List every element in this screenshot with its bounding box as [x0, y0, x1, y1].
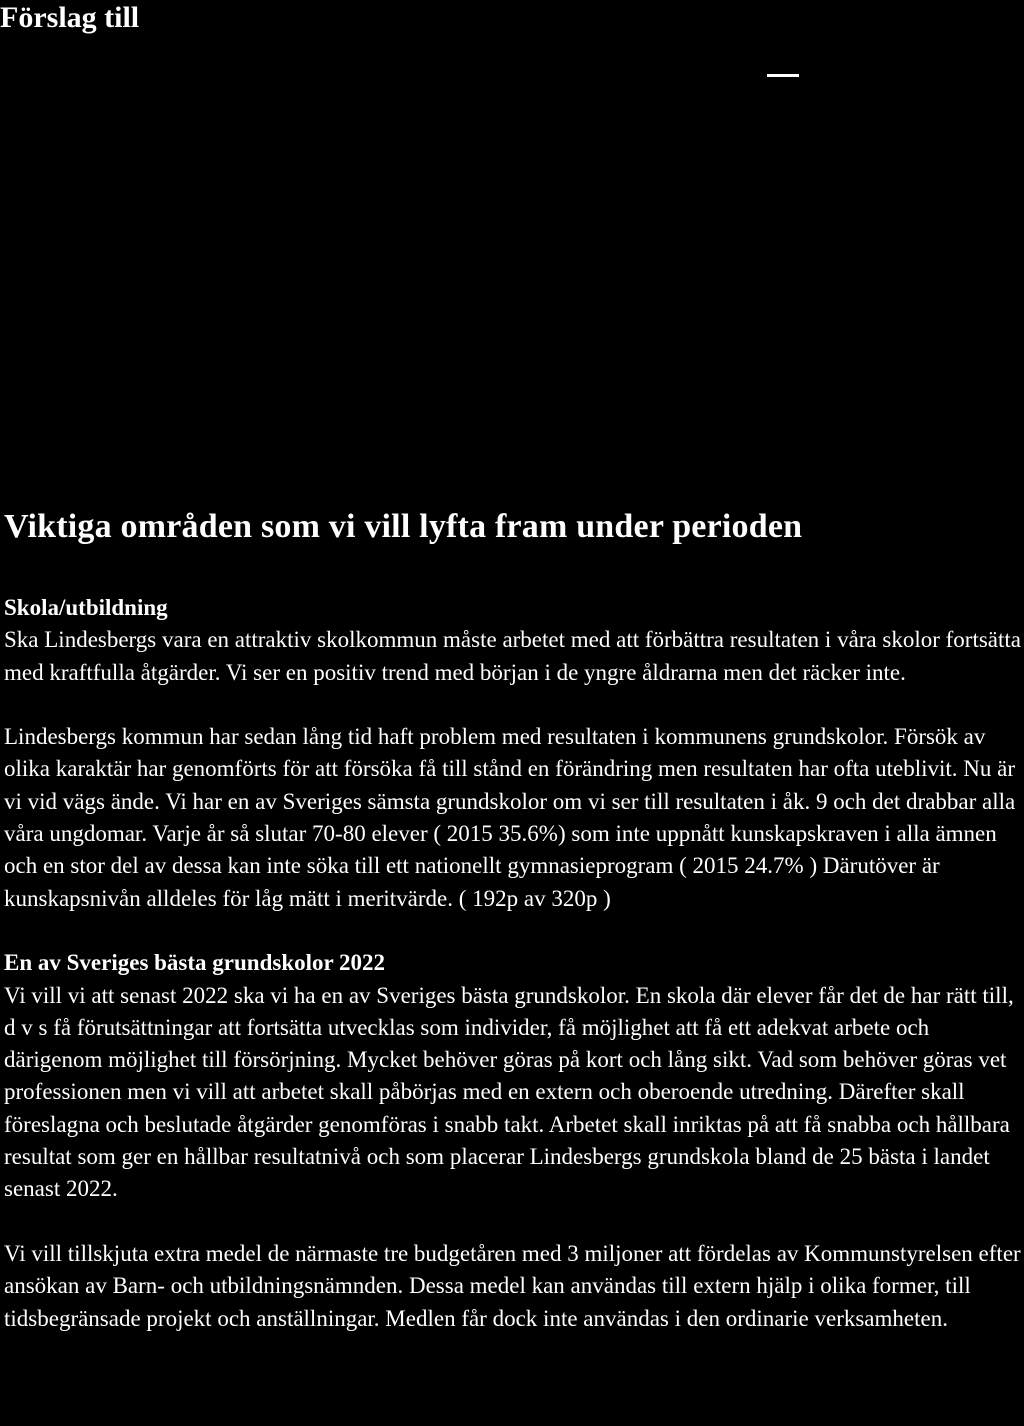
subheading-basta-grundskolor: En av Sveriges bästa grundskolor 2022: [4, 950, 386, 976]
section-title: Viktiga områden som vi vill lyfta fram under perioden: [4, 508, 803, 545]
paragraph-gap: [4, 1206, 1024, 1238]
header-title: Förslag till: [0, 1, 140, 34]
dash-mark: [767, 74, 799, 77]
paragraph-gap: [4, 915, 1024, 947]
paragraph-basta-grundskolor: Vi vill vi att senast 2022 ska vi ha en av Sveriges bästa grundskolor. En skola där elever får det de har rätt till, d v s få förutsättningar att fortsätta utvecklas som individer, få möjlighet att få ett adekvat arbete och därigenom möjlighet till försörjning. Mycket behöver göras på kort och lång sikt. Vad som behöver göras vet professionen men vi vill att arbetet skall påbörjas med en extern och oberoende utredning. Därefter skall föreslagna och beslutade åtgärder genomföras i snabb takt. Arbetet skall inriktas på att få snabba och hållbara resultat som ger en hållbar resultatnivå och som placerar Lindesbergs grundskola bland de 25 bästa i landet senast 2022.: [4, 982, 1014, 1202]
paragraph-skola-resultat: Lindesbergs kommun har sedan lång tid haft problem med resultaten i kommunens grundskolor. Försök av olika karaktär har genomförts för att försöka få till stånd en förändring men resultaten har ofta uteblivit. Nu är vi vid vägs ände. Vi har en av Sveriges sämsta grundskolor om vi ser till resultaten i åk. 9 och det drabbar alla våra ungdomar. Varje år så slutar 70-80 elever ( 2015 35.6%) som inte uppnått kunskapskraven i alla ämnen och en stor del av dessa kan inte söka till ett nationellt gymnasieprogram ( 2015 24.7% ) Därutöver är kunskapsnivån alldeles för låg mätt i meritvärde. ( 192p av 320p ): [4, 724, 1016, 911]
subheading-skola-utbildning: Skola/utbildning: [4, 595, 168, 620]
paragraph-gap: [4, 689, 1024, 721]
paragraph-skola-intro: Ska Lindesbergs vara en attraktiv skolkommun måste arbetet med att förbättra resultaten i våra skolor fortsätta med kraftfulla åtgärder. Vi ser en positiv trend med början i de yngre åldrarna men det räcker inte.: [4, 627, 1021, 685]
paragraph-extra-medel: Vi vill tillskjuta extra medel de närmaste tre budgetåren med 3 miljoner att fördelas av Kommunstyrelsen efter ansökan av Barn- och utbildningsnämnden. Dessa medel kan användas till extern hjälp i olika former, till tidsbegränsade projekt och anställningar. Medlen får dock inte användas i den ordinarie verksamheten.: [4, 1240, 1021, 1331]
document-body: [4, 592, 1024, 1335]
